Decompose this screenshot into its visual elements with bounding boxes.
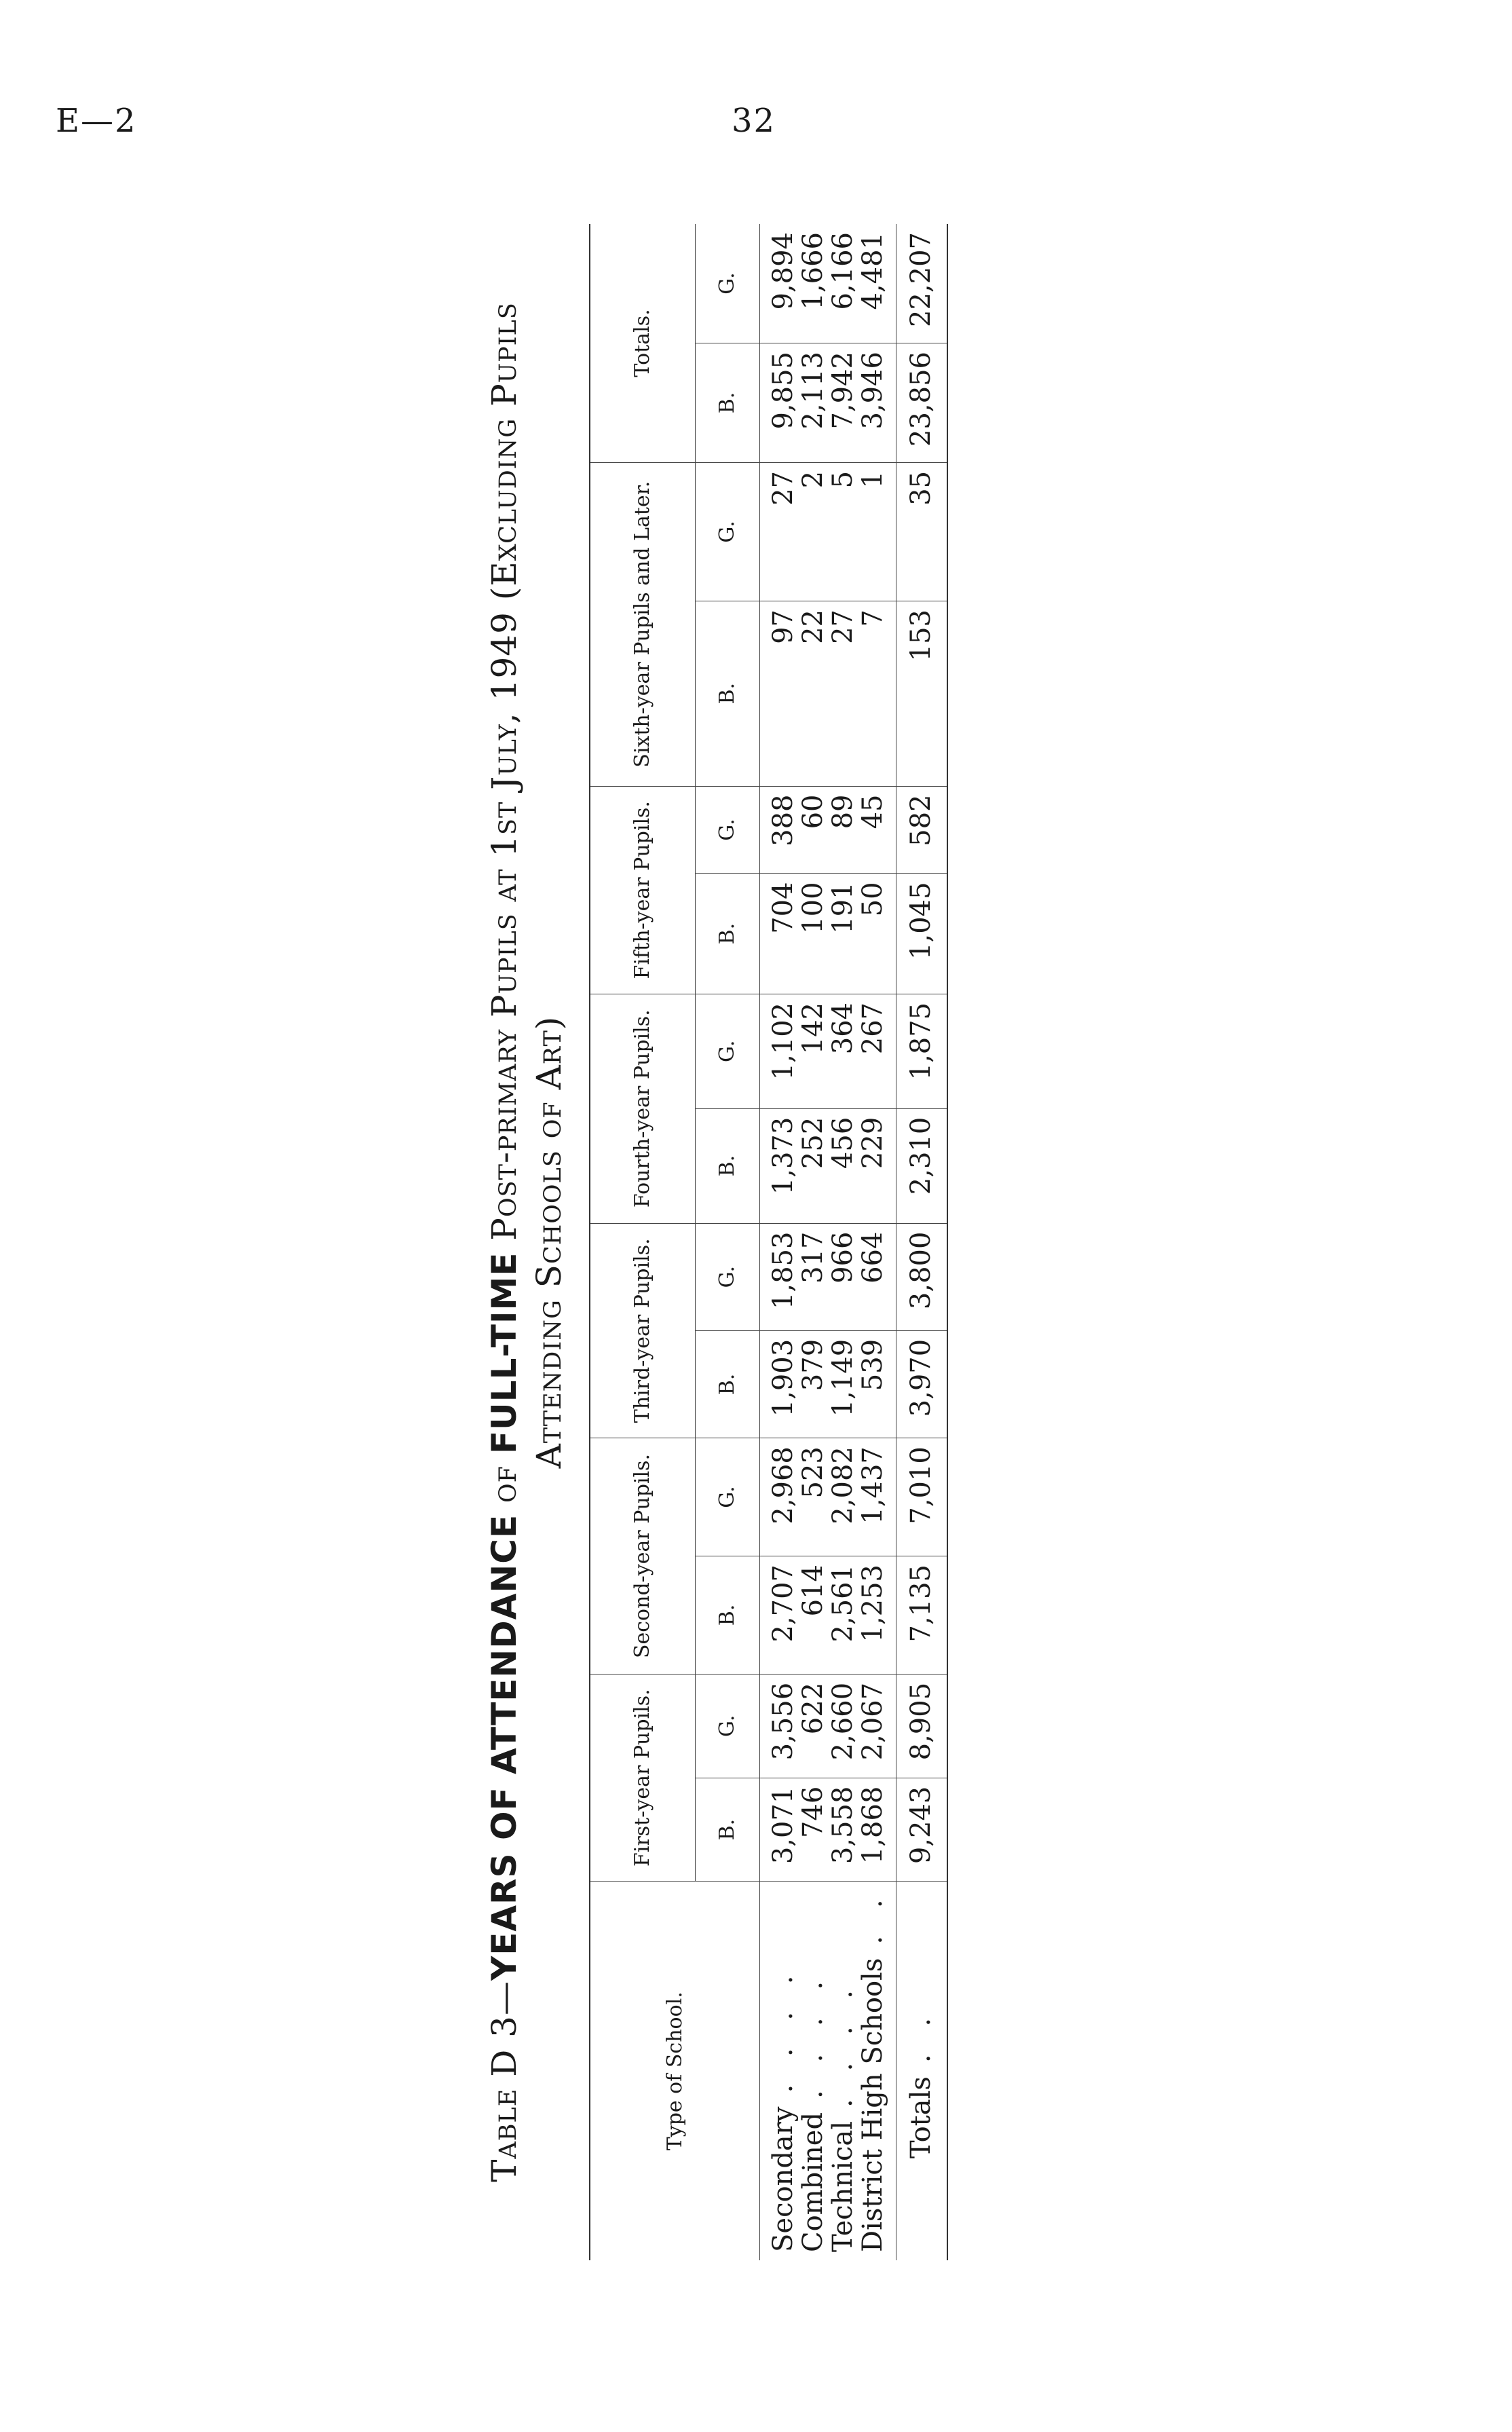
totals-cell: 8,905 [896, 1674, 948, 1778]
group-header-third-year: Third-year Pupils. [590, 1223, 696, 1438]
table-cell: 3,071 [760, 1778, 799, 1882]
table-cell: 523 [798, 1438, 828, 1556]
table-cell: 3,556 [760, 1674, 799, 1778]
sub-header-boys: B. [696, 1778, 760, 1882]
totals-label: Totals. . [896, 1882, 948, 2260]
table-cell: 704 [760, 874, 799, 994]
table-cell: 100 [798, 874, 828, 994]
totals-cell: 1,045 [896, 874, 948, 994]
group-header-fifth-year: Fifth-year Pupils. [590, 786, 696, 994]
title-prefix: Table D 3— [485, 1981, 524, 2182]
table-cell: 252 [798, 1108, 828, 1223]
table-cell: 2,707 [760, 1556, 799, 1674]
table-cell: 45 [858, 786, 896, 874]
sub-header-girls: G. [696, 1223, 760, 1330]
row-label: Combined. . . . [797, 1971, 829, 2252]
sub-header-girls: G. [696, 224, 760, 343]
table-cell: 9,894 [760, 224, 799, 343]
sub-header-girls: G. [696, 462, 760, 601]
rotated-table-block [482, 224, 1011, 2260]
totals-cell: 3,800 [896, 1223, 948, 1330]
title-main: YEARS OF ATTENDANCE [485, 1514, 524, 1981]
totals-cell: 153 [896, 601, 948, 786]
table-cell: 27 [828, 601, 858, 786]
table-cell: 746 [798, 1778, 828, 1882]
table-cell: 456 [828, 1108, 858, 1223]
table-cell: 622 [798, 1674, 828, 1778]
table-cell: 1,373 [760, 1108, 799, 1223]
table-cell: 1,868 [858, 1778, 896, 1882]
sub-header-boys: B. [696, 601, 760, 786]
table-cell: 50 [858, 874, 896, 994]
table-cell: 2,968 [760, 1438, 799, 1556]
totals-row [896, 224, 948, 2260]
sub-header-boys: B. [696, 874, 760, 994]
table-cell: 1,253 [858, 1556, 896, 1674]
table-cell: 614 [798, 1556, 828, 1674]
totals-cell: 23,856 [896, 343, 948, 463]
sub-header-boys: B. [696, 343, 760, 463]
row-label: Technical. . . . [827, 1980, 858, 2252]
group-header-sixth-year: Sixth-year Pupils and Later. [590, 462, 696, 786]
group-header-row [590, 224, 696, 2260]
totals-cell: 22,207 [896, 224, 948, 343]
table-cell: 1 [858, 462, 896, 601]
table-cell: 2,082 [828, 1438, 858, 1556]
totals-cell: 1,875 [896, 994, 948, 1108]
table-cell: 7,942 [828, 343, 858, 463]
table-cell: 1,903 [760, 1330, 799, 1438]
group-header-second-year: Second-year Pupils. [590, 1438, 696, 1675]
sub-header-boys: B. [696, 1330, 760, 1438]
table-cell: 1,853 [760, 1223, 799, 1330]
totals-cell: 3,970 [896, 1330, 948, 1438]
sub-header-girls: G. [696, 994, 760, 1108]
table-title [482, 224, 571, 2260]
page-identifier: E—2 [56, 102, 137, 140]
table-cell: 966 [828, 1223, 858, 1330]
sub-header-girls: G. [696, 1438, 760, 1556]
title-rest: Post-primary Pupils at 1st July, 1949 (Excluding Pupils [485, 302, 524, 1252]
sub-header-girls: G. [696, 786, 760, 874]
table-cell: 142 [798, 994, 828, 1108]
sub-header-girls: G. [696, 1674, 760, 1778]
table-cell: 2,067 [858, 1674, 896, 1778]
table-cell: 89 [828, 786, 858, 874]
row-label: Secondary. . . . [768, 1966, 799, 2252]
type-of-school-header: Type of School. [590, 1882, 760, 2260]
table-cell: 317 [798, 1223, 828, 1330]
group-header-totals: Totals. [590, 224, 696, 462]
table-row [798, 224, 828, 2260]
table-cell: 229 [858, 1108, 896, 1223]
table-row [828, 224, 858, 2260]
row-label: District High Schools. . [857, 1890, 888, 2252]
group-header-first-year: First-year Pupils. [590, 1674, 696, 1882]
table-cell: 191 [828, 874, 858, 994]
totals-cell: 35 [896, 462, 948, 601]
totals-cell: 7,135 [896, 1556, 948, 1674]
table-cell: 4,481 [858, 224, 896, 343]
totals-cell: 2,310 [896, 1108, 948, 1223]
table-title-line-2: Attending Schools of Art) [529, 1015, 569, 1469]
table-cell: 388 [760, 786, 799, 874]
table-cell: 2 [798, 462, 828, 601]
totals-cell: 7,010 [896, 1438, 948, 1556]
table-row [760, 224, 799, 2260]
table-title-line-1 [482, 224, 527, 2260]
table-cell: 60 [798, 786, 828, 874]
table-cell: 6,166 [828, 224, 858, 343]
table-cell: 3,946 [858, 343, 896, 463]
table-cell: 2,660 [828, 1674, 858, 1778]
table-cell: 2,113 [798, 343, 828, 463]
sub-header-boys: B. [696, 1108, 760, 1223]
table-cell: 379 [798, 1330, 828, 1438]
table-cell: 22 [798, 601, 828, 786]
title-fulltime: FULL-TIME [485, 1252, 524, 1455]
page-number: 32 [732, 102, 776, 140]
table-cell: 2,561 [828, 1556, 858, 1674]
table-cell: 1,437 [858, 1438, 896, 1556]
totals-cell: 9,243 [896, 1778, 948, 1882]
table-cell: 5 [828, 462, 858, 601]
table-cell: 1,149 [828, 1330, 858, 1438]
table-cell: 267 [858, 994, 896, 1108]
totals-cell: 582 [896, 786, 948, 874]
table-cell: 9,855 [760, 343, 799, 463]
table-cell: 1,102 [760, 994, 799, 1108]
table-cell: 1,666 [798, 224, 828, 343]
table-cell: 364 [828, 994, 858, 1108]
table-cell: 664 [858, 1223, 896, 1330]
title-of: of [485, 1454, 524, 1514]
attendance-table [589, 224, 948, 2260]
table-cell: 27 [760, 462, 799, 601]
sub-header-boys: B. [696, 1556, 760, 1674]
group-header-fourth-year: Fourth-year Pupils. [590, 994, 696, 1223]
table-cell: 3,558 [828, 1778, 858, 1882]
table-row [858, 224, 896, 2260]
table-cell: 97 [760, 601, 799, 786]
table-cell: 539 [858, 1330, 896, 1438]
table-cell: 7 [858, 601, 896, 786]
